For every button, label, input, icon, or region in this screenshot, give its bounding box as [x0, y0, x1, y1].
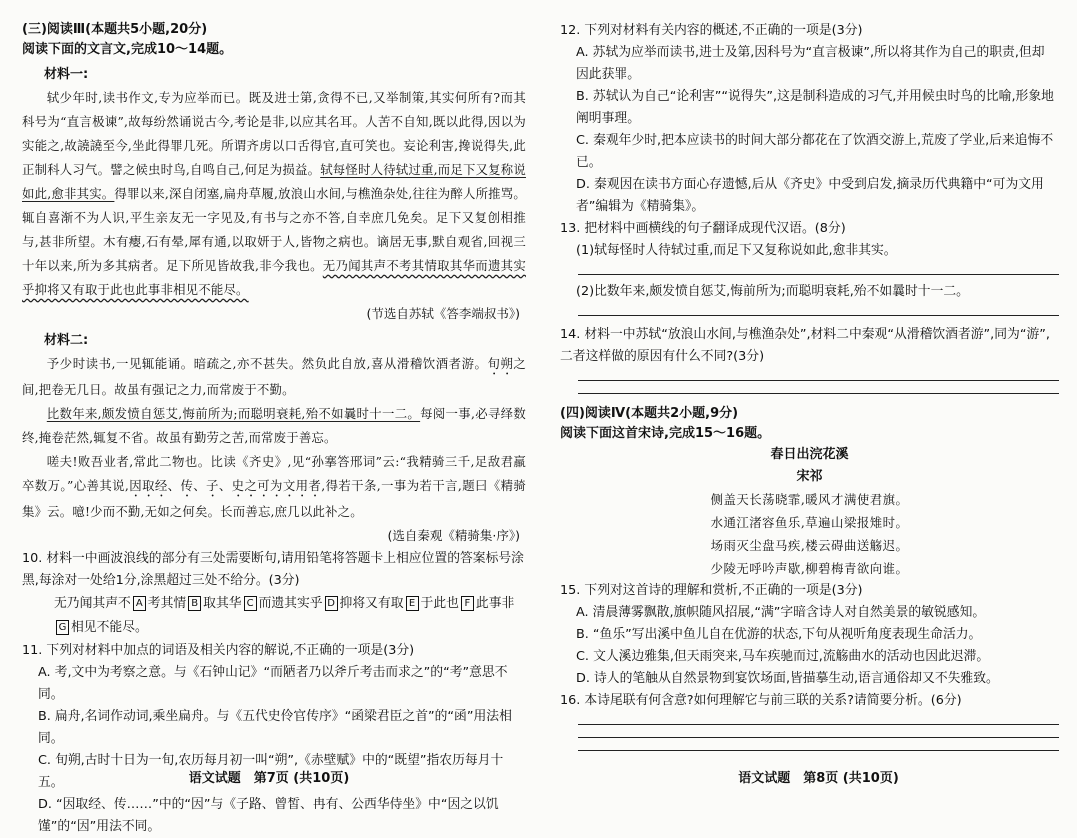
section-title-4: (四)阅读Ⅳ(本题共2小题,9分) [560, 406, 739, 421]
q10-seg: 抑将又有取 [339, 596, 404, 611]
q16-answer-line-2[interactable] [578, 737, 1059, 738]
q13-sub-1: (1)轼每怪时人待轼过重,而足下又复称说如此,愈非其实。 [576, 243, 897, 258]
q10-seg: 取其华 [203, 596, 242, 611]
q11-option-d[interactable]: D. “因取经、传……”中的“因”与《子路、曾皙、冉有、公西华侍坐》中“因之以饥馑”的“因”用法不同。 [38, 797, 499, 834]
q10-mark-b[interactable]: B [188, 596, 201, 611]
poem-line: 场雨灭尘盘马疾,楼云碍曲送觞迟。 [710, 538, 909, 553]
q10-mark-g[interactable]: G [56, 620, 69, 635]
question-14: 14. 材料一中苏轼“放浪山水间,与樵渔杂处”,材料二中秦观“从滑稽饮酒者游”,同为“游”,二者这样做的原因有什么不同?(3分) [560, 327, 1050, 364]
m2-text-b: 之间,把卷无几日。故虽有强记之力,而常废于不勤。 [22, 356, 527, 397]
material-2-para-3 [22, 450, 526, 524]
question-16: 16. 本诗尾联有何含意?如何理解它与前三联的关系?请简要分析。(6分) [560, 693, 962, 708]
q15-option-a[interactable]: A. 清晨薄雾飘散,旗帜随风招展,“满”字暗含诗人对自然美景的敏锐感知。 [576, 605, 986, 620]
q12-option-c[interactable]: C. 秦观年少时,把本应读书的时间大部分都花在了饮酒交游上,荒废了学业,后来追悔不已。 [576, 133, 1054, 170]
poem-title: 春日出浣花溪 [770, 447, 849, 462]
q13-1-answer-line[interactable] [578, 274, 1059, 275]
section-instruction-4: 阅读下面这首宋诗,完成15～16题。 [560, 426, 771, 441]
q11-option-a[interactable]: A. 考,文中为考察之意。与《石钟山记》“而陋者乃以斧斤考击而求之”的“考”意思不同。 [38, 665, 508, 702]
left-page [0, 0, 538, 834]
q10-mark-c[interactable]: C [244, 596, 257, 611]
material-2-label: 材料二: [44, 333, 89, 348]
material-2-para-2 [22, 402, 526, 450]
page-footer-7: 语文试题 第7页 (共10页) [188, 771, 350, 786]
q14-answer-line-1[interactable] [578, 380, 1059, 381]
q10-seg: 于此也 [420, 596, 459, 611]
q13-2-answer-line[interactable] [578, 315, 1059, 316]
q10-seg: 而遗其实乎 [258, 596, 323, 611]
right-page [560, 0, 1077, 800]
m1-text-a: 轼少年时,读书作文,专为应举而已。既及进士第,贪得不已,又举制策,其实何所有?而其科号为“直言极谏”,故每纷然诵说古今,考论是非,以应其名耳。人苦不自知,既以此得,因以为实能之,故譊譊至今,坐此得罪几死。所谓齐虏以口舌得官,直可笑也。妄论利害,搀说得失,此正制科人习气。譬之候虫时鸟,自鸣自己,何足为损益。 [22, 90, 526, 177]
q10-mark-e[interactable]: E [406, 596, 419, 611]
q10-sentence [22, 592, 526, 640]
q11-option-c[interactable]: C. 旬朔,古时十日为一旬,农历每月初一叫“朔”,《赤壁赋》中的“既望”指农历每月十五。 [38, 753, 504, 790]
q15-option-c[interactable]: C. 文人溪边雅集,但天雨突来,马车疾驰而过,流觞曲水的活动也因此迟滞。 [576, 649, 990, 664]
m1-underlined-sentence: 轼每怪时人待轼过重,而足下又复称说如此,愈非其实。 [22, 162, 526, 201]
question-11: 11. 下列对材料中加点的词语及相关内容的解说,不正确的一项是(3分) [22, 643, 415, 658]
material-1-source: (节选自苏轼《答李端叔书》) [366, 306, 520, 321]
q10-seg: 无乃闻其声不 [54, 596, 131, 611]
q15-option-d[interactable]: D. 诗人的笔触从自然景物到宴饮场面,皆描摹生动,语言通俗却又不失雅致。 [576, 671, 999, 686]
q12-option-a[interactable]: A. 苏轼为应举而读书,进士及第,因科号为“直言极谏”,所以将其作为自己的职责,但却因此获罪。 [576, 45, 1045, 82]
q16-answer-line-1[interactable] [578, 724, 1059, 725]
section-instruction-3: 阅读下面的文言文,完成10～14题。 [22, 42, 233, 57]
q11-option-b[interactable]: B. 扁舟,名词作动词,乘坐扁舟。与《五代史伶官传序》“函梁君臣之首”的“函”用法相同。 [38, 709, 512, 746]
q10-seg: 非 [501, 596, 515, 611]
poem-line: 侧盖天长荡晓霏,暖风才满使君旗。 [710, 492, 909, 507]
material-1-label: 材料一: [44, 67, 89, 82]
q10-seg: 相见不能尽。 [71, 620, 148, 635]
q12-option-d[interactable]: D. 秦观因在读书方面心存遗憾,后从《齐史》中受到启发,摘录历代典籍中“可为文用者”编辑为《精骑集》。 [576, 177, 1044, 214]
q14-answer-line-2[interactable] [578, 393, 1059, 394]
q15-option-b[interactable]: B. “鱼乐”写出溪中鱼儿自在优游的状态,下句从视听角度表现生命活力。 [576, 627, 982, 642]
poem-line: 水通江渚容鱼乐,草遍山梁报雉时。 [710, 515, 909, 530]
material-1-text [22, 86, 526, 302]
question-12: 12. 下列对材料有关内容的概述,不正确的一项是(3分) [560, 23, 863, 38]
m2-text-a: 予少时读书,一见辄能诵。暗疏之,亦不甚失。然负此自放,喜从滑稽饮酒者游。 [46, 356, 488, 371]
m2-dotted-xunshuo: 旬朔 [487, 356, 514, 371]
question-15: 15. 下列对这首诗的理解和赏析,不正确的一项是(3分) [560, 583, 863, 598]
m1-wavy-sentence: 无乃闻其声不考其情取其华而遗其实乎抑将又有取于此也此事非相见不能尽。 [22, 258, 526, 297]
m2-text-e: ,得若干条,一事为若干言,题曰《精骑集》云。噫!少而不勤,无如之何矣。长而善忘,庶几以此补之。 [22, 478, 527, 519]
q16-answer-line-3[interactable] [578, 750, 1059, 751]
question-13: 13. 把材料中画横线的句子翻译成现代汉语。(8分) [560, 221, 846, 236]
q13-sub-2: (2)比数年来,颇发愤自惩艾,悔前所为;而聪明衰耗,殆不如曩时十一二。 [576, 284, 969, 299]
m1-text-c: 得罪以来,深自闭塞,扁舟草履,放浪山水间,与樵渔杂处,往往为醉人所推骂。辄自喜渐不为人识,平生亲友无一字见及,有书与之亦不答,自幸庶几免矣。足下又复创相推与,甚非所望。木有瘿,石有晕,犀有通,以取妍于人,皆物之病也。谪居无事,默自观省,回视三十年以来,所为多其病者。足下所见皆故我,非今我也。 [22, 186, 526, 273]
m2-dotted-yin: 因取经、传、子、史之可为文用者 [129, 478, 322, 493]
material-2-source: (选自秦观《精骑集·序》) [387, 528, 520, 543]
m2-text-d: 嗟夫!败吾业者,常此二物也。比读《齐史》,见“孙搴答邢词”云:“我精骑三千,足敌君羸卒数万。”心善其说, [22, 454, 526, 493]
section-title-3: (三)阅读Ⅲ(本题共5小题,20分) [22, 22, 208, 37]
page-footer-8: 语文试题 第8页 (共10页) [738, 771, 899, 786]
q10-mark-d[interactable]: D [325, 596, 338, 611]
q10-seg: 此事 [475, 596, 502, 611]
material-2-para-1 [22, 352, 526, 402]
poem-author: 宋祁 [796, 469, 823, 484]
question-10: 10. 材料一中画波浪线的部分有三处需要断句,请用铅笔将答题卡上相应位置的答案标号涂黑,每涂对一处给1分,涂黑超过三处不给分。(3分) [22, 551, 524, 588]
q10-mark-f[interactable]: F [461, 596, 474, 611]
q10-seg: 考其情 [147, 596, 187, 611]
q10-mark-a[interactable]: A [133, 596, 146, 611]
m2-underlined-sentence: 比数年来,颇发愤自惩艾,悔前所为;而聪明衰耗,殆不如曩时十一二。 [46, 406, 421, 421]
q12-option-b[interactable]: B. 苏轼认为自己“论利害”“说得失”,这是制科造成的习气,并用候虫时鸟的比喻,形象地阐明事理。 [576, 89, 1054, 126]
poem-line: 少陵无呼吟声歇,柳碧梅青欲向谁。 [710, 561, 909, 576]
m2-text-c: 每阅一事,必寻绎数终,掩卷茫然,辄复不省。故虽有勤劳之苦,而常废于善忘。 [22, 406, 526, 445]
